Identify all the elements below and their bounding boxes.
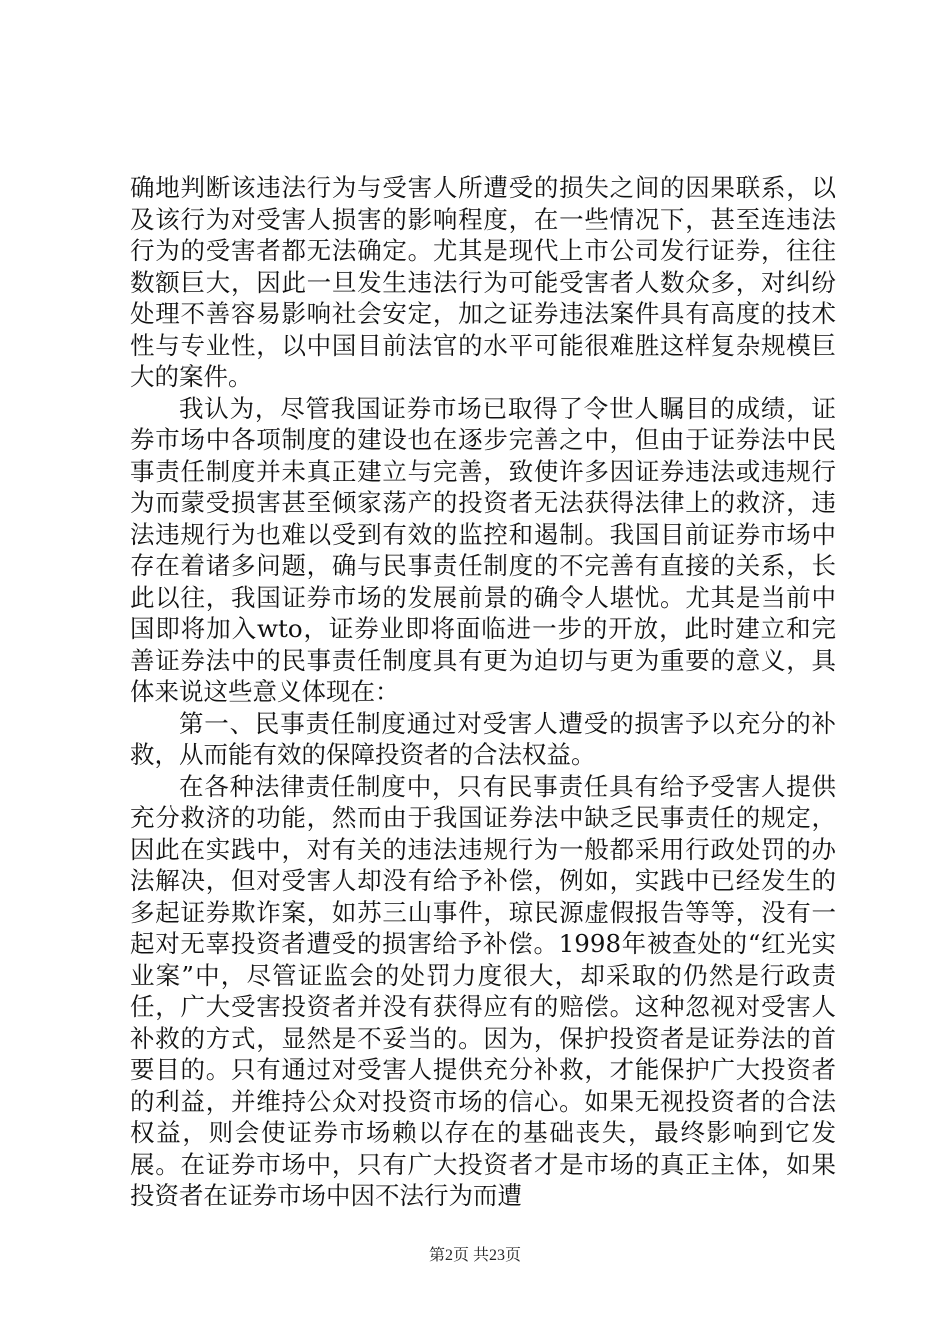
paragraph: 第一、民事责任制度通过对受害人遭受的损害予以充分的补救，从而能有效的保障投资者的合法权益。 — [130, 708, 836, 769]
paragraph-continuation: 确地判断该违法行为与受害人所遭受的损失之间的因果联系，以及该行为对受害人损害的影响程度，在一些情况下，甚至连违法行为的受害者都无法确定。尤其是现代上市公司发行证券，往往数额巨大，因此一旦发生违法行为可能受害者人数众多，对纠纷处理不善容易影响社会安定，加之证券违法案件具有高度的技术性与专业性，以中国目前法官的水平可能很难胜这样复杂规模巨大的案件。 — [130, 173, 836, 391]
page-footer: 第2页 共23页 — [428, 1247, 521, 1264]
document-body — [130, 172, 836, 1212]
paragraph: 我认为，尽管我国证券市场已取得了令世人瞩目的成绩，证券市场中各项制度的建设也在逐步完善之中，但由于证券法中民事责任制度并未真正建立与完善，致使许多因证券违法或违规行为而蒙受损害甚至倾家荡产的投资者无法获得法律上的救济，违法违规行为也难以受到有效的监控和遏制。我国目前证券市场中存在着诸多问题，确与民事责任制度的不完善有直接的关系，长此以往，我国证券市场的发展前景的确令人堪忧。尤其是当前中国即将加入wto，证券业即将面临进一步的开放，此时建立和完善证券法中的民事责任制度具有更为迫切与更为重要的意义，具体来说这些意义体现在： — [130, 393, 836, 706]
paragraph: 在各种法律责任制度中，只有民事责任具有给予受害人提供充分救济的功能，然而由于我国证券法中缺乏民事责任的规定，因此在实践中，对有关的违法违规行为一般都采用行政处罚的办法解决，但对受害人却没有给予补偿，例如，实践中已经发生的多起证券欺诈案，如苏三山事件，琼民源虚假报告等等，没有一起对无辜投资者遭受的损害给予补偿。1998年被查处的“红光实业案”中，尽管证监会的处罚力度很大，却采取的仍然是行政责任，广大受害投资者并没有获得应有的赔偿。这种忽视对受害人补救的方式，显然是不妥当的。因为，保护投资者是证券法的首要目的。只有通过对受害人提供充分补救，才能保护广大投资者的利益，并维持公众对投资市场的信心。如果无视投资者的合法权益，则会使证券市场赖以存在的基础丧失，最终影响到它发展。在证券市场中，只有广大投资者才是市场的真正主体，如果投资者在证券市场中因不法行为而遭 — [130, 771, 836, 1210]
